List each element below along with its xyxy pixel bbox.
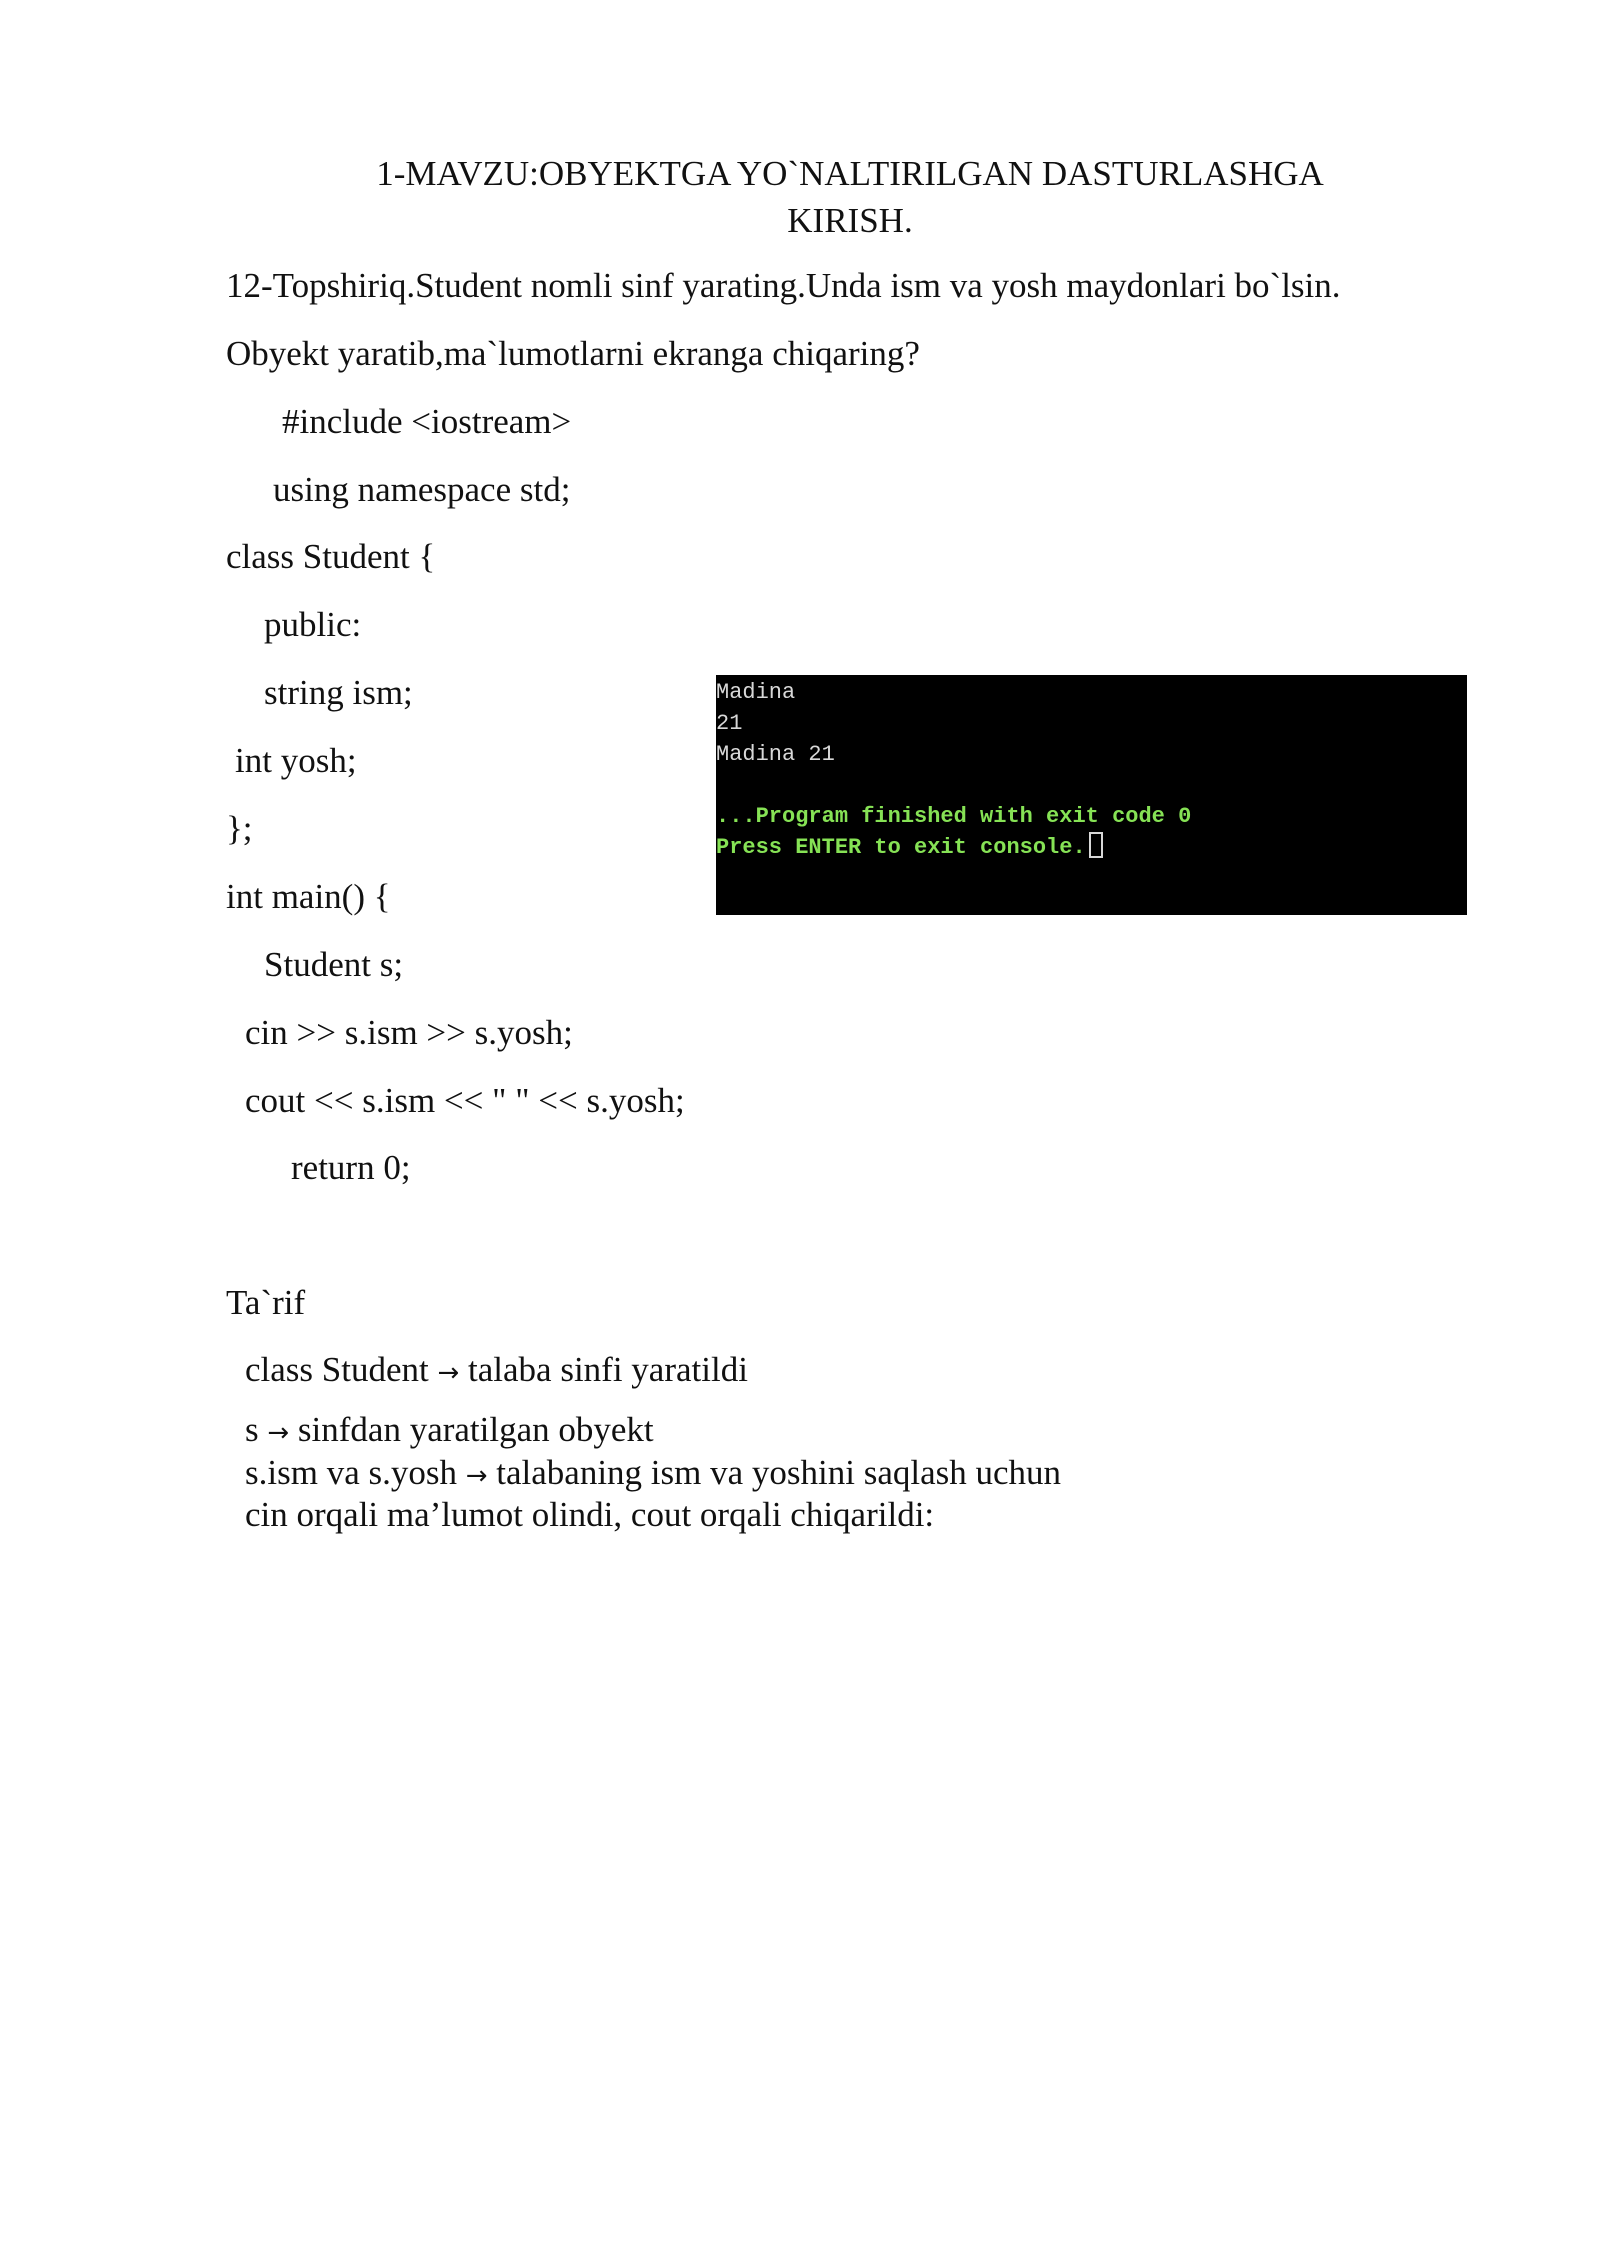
code-line-student-s: Student s; xyxy=(264,945,404,984)
page-title xyxy=(228,150,1472,244)
definition-item xyxy=(245,1348,748,1395)
console-press-enter-line xyxy=(716,832,1103,863)
console-output-screenshot xyxy=(716,675,1467,915)
code-line-cin: cin >> s.ism >> s.yosh; xyxy=(245,1013,573,1052)
code-line-class-end: }; xyxy=(226,809,253,848)
definition-term: class Student xyxy=(245,1350,429,1389)
definition-text: talabaning ism va yoshini saqlash uchun xyxy=(496,1453,1062,1492)
console-press-enter-message: Press ENTER to exit console. xyxy=(716,835,1086,860)
console-output-line: Madina xyxy=(716,680,796,705)
right-arrow-icon: → xyxy=(267,1418,290,1448)
definition-term: s xyxy=(245,1410,259,1449)
console-output-line: 21 xyxy=(716,711,743,736)
code-line-string-ism: string ism; xyxy=(264,673,413,712)
task-line-1: 12-Topshiriq.Student nomli sinf yarating.Unda ism va yosh maydonlari bo`lsin. xyxy=(226,266,1341,305)
definition-text: sinfdan yaratilgan obyekt xyxy=(297,1410,654,1449)
code-line-main: int main() { xyxy=(226,877,391,916)
code-line-namespace: using namespace std; xyxy=(273,470,571,509)
title-line-2: KIRISH. xyxy=(787,201,913,240)
definition-item xyxy=(245,1408,654,1455)
definition-summary: cin orqali ma’lumot olindi, cout orqali chiqarildi: xyxy=(245,1495,935,1534)
code-line-public: public: xyxy=(264,605,362,644)
code-line-cout: cout << s.ism << " " << s.yosh; xyxy=(245,1081,685,1120)
definition-item xyxy=(245,1451,1061,1498)
code-line-int-yosh: int yosh; xyxy=(235,741,357,780)
cursor-icon xyxy=(1089,832,1103,858)
console-finished-message: ...Program finished with exit code 0 xyxy=(716,804,1192,829)
right-arrow-icon: → xyxy=(465,1461,488,1491)
definition-term: s.ism va s.yosh xyxy=(245,1453,457,1492)
code-line-return: return 0; xyxy=(291,1148,411,1187)
title-line-1: 1-MAVZU:OBYEKTGA YO`NALTIRILGAN DASTURLASHGA xyxy=(376,154,1324,193)
definition-text: talaba sinfi yaratildi xyxy=(468,1350,748,1389)
console-output-line: Madina 21 xyxy=(716,742,835,767)
right-arrow-icon: → xyxy=(437,1358,460,1388)
definition-heading: Ta`rif xyxy=(226,1283,306,1322)
code-line-include: #include <iostream> xyxy=(282,402,572,441)
task-line-2: Obyekt yaratib,ma`lumotlarni ekranga chiqaring? xyxy=(226,334,920,373)
code-line-class: class Student { xyxy=(226,537,436,576)
